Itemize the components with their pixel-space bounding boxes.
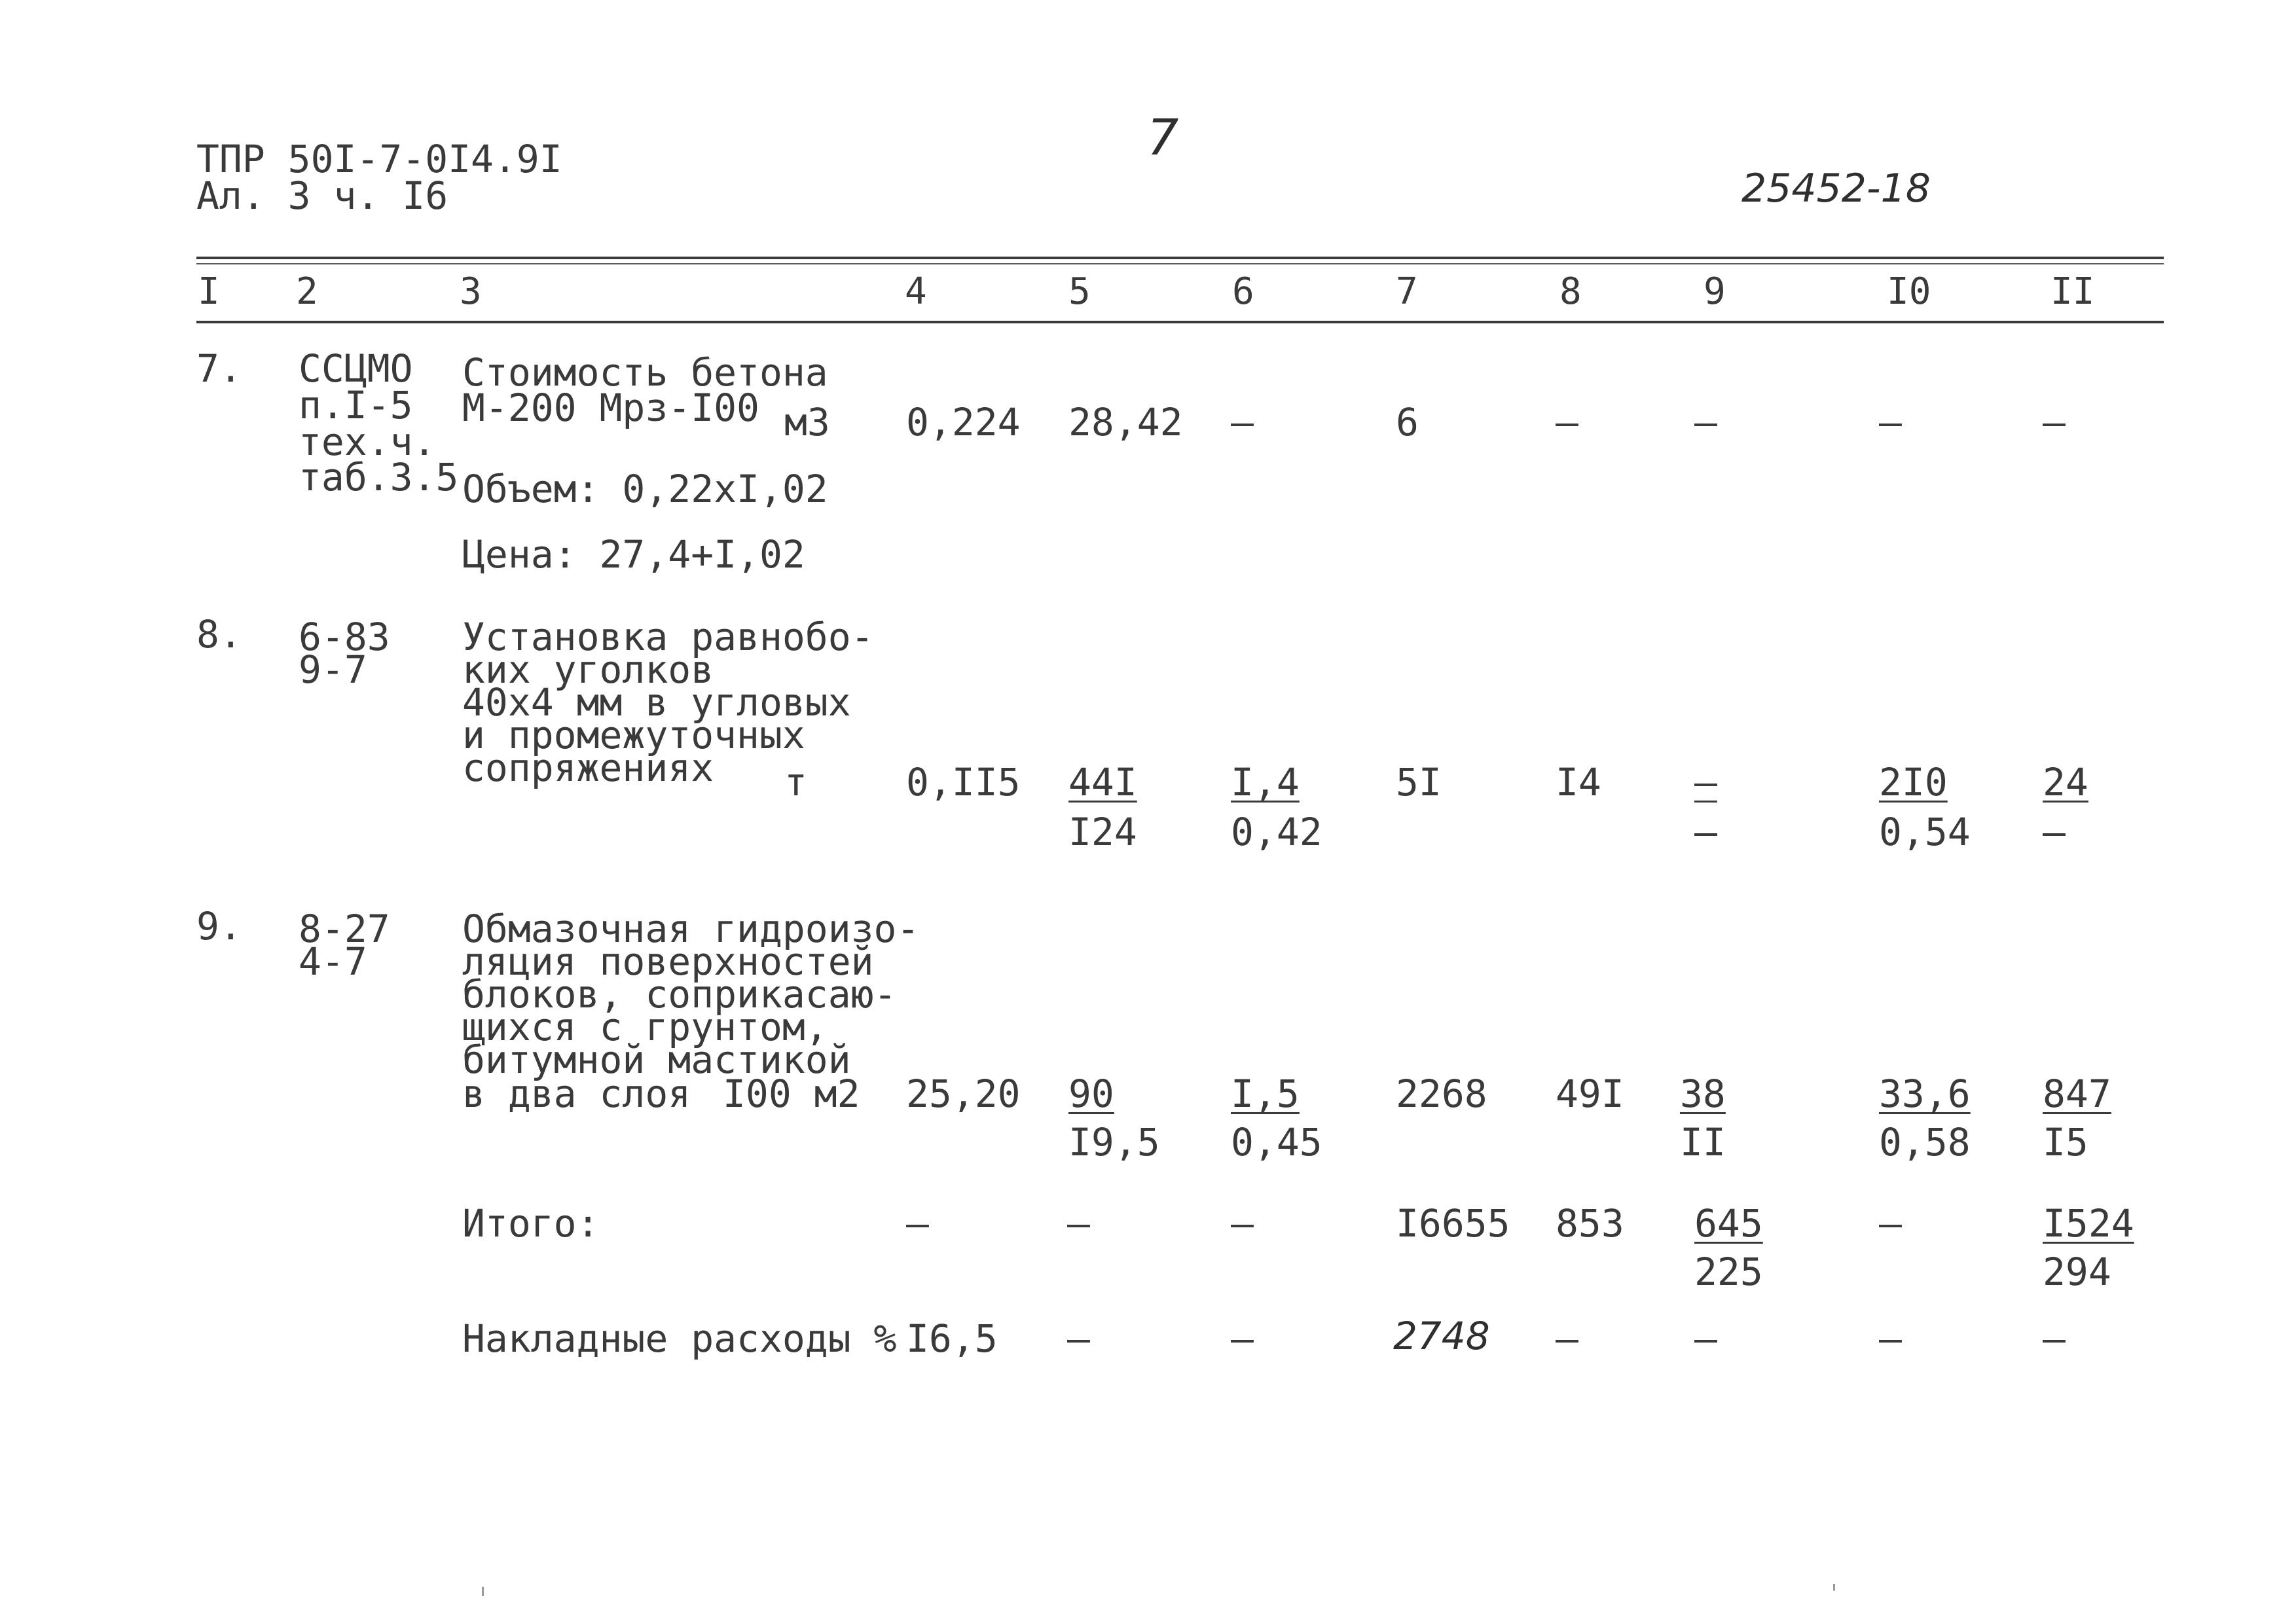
dash-cell: – (1694, 1316, 1717, 1361)
labor-norm-value: I,5 (1231, 1072, 1300, 1116)
dash-cell: – (1556, 1316, 1578, 1361)
wage-value: I4 (1556, 760, 1601, 804)
column-header-5: 5 (1068, 270, 1091, 313)
quantity-value: 0,II5 (906, 760, 1021, 804)
inventory-number: 25452-18 (1741, 166, 1931, 211)
norm-code-line: таб.3.5 (299, 455, 459, 499)
work-description-line: в два слоя (462, 1072, 691, 1116)
row-number: 8. (196, 612, 242, 657)
price-note: Цена: 27,4+I,02 (462, 532, 805, 577)
work-description-line: битумной мастикой (462, 1038, 851, 1082)
dash-cell: – (1556, 400, 1578, 444)
norm-code-line: 9-7 (299, 647, 367, 692)
column-header-10: I0 (1887, 270, 1931, 313)
work-description-line: и промежуточных (462, 713, 805, 757)
dash-cell: – (2043, 400, 2066, 444)
dash-cell: – (1067, 1316, 1090, 1361)
dash-cell: – (1879, 1201, 1902, 1246)
norm-code-line: п.I-5 (299, 383, 413, 427)
total-cost-value: I6655 (1396, 1201, 1510, 1246)
machine-cost-value: 24 (2043, 760, 2088, 804)
unit-wage-value: I24 (1068, 810, 1137, 854)
labor-total-value: 33,6 (1879, 1072, 1971, 1116)
document-part: Ал. 3 ч. I6 (196, 173, 448, 218)
wage-value: 49I (1556, 1072, 1624, 1116)
materials-cost-value: 847 (2043, 1072, 2111, 1116)
volume-note: Объем: 0,22хI,02 (462, 467, 828, 511)
column-header-3: 3 (460, 270, 482, 313)
quantity-value: 0,224 (906, 400, 1021, 444)
dash-cell: – (1231, 1316, 1254, 1361)
dash-cell: – (1694, 400, 1717, 444)
work-description-line: щихся с грунтом, (462, 1005, 828, 1049)
table-top-rule (196, 257, 2164, 259)
norm-code-line: 8-27 (299, 907, 390, 951)
column-header-9: 9 (1704, 270, 1726, 313)
row-number: 7. (196, 346, 242, 391)
overhead-amount: 2748 (1393, 1314, 1490, 1358)
unit-cost-value: 28,42 (1068, 400, 1183, 444)
machine-cost-value: 38 (1680, 1072, 1726, 1116)
unit-cost-value: 44I (1068, 760, 1137, 804)
dash-cell: – (1694, 810, 1717, 854)
column-header-7: 7 (1396, 270, 1418, 313)
dash-cell: – (906, 1201, 929, 1246)
scan-speck (1833, 1584, 1835, 1591)
unit-of-measure: I00 м2 (723, 1072, 860, 1116)
materials-wage-value: I5 (2043, 1120, 2088, 1164)
column-header-8: 8 (1559, 270, 1582, 313)
unit-wage-value: I9,5 (1068, 1120, 1160, 1164)
dash-cell: – (1067, 1201, 1090, 1246)
work-description-line: М-200 Мрз-I00 (462, 386, 759, 430)
document-code: ТПР 50I-7-0I4.9I (196, 137, 562, 181)
dash-cell: – (1879, 1316, 1902, 1361)
page-number: 7 (1147, 108, 1179, 166)
norm-code-line: тех.ч. (299, 420, 436, 464)
unit-of-measure: м3 (784, 400, 830, 444)
machine-labor-value: 0,45 (1231, 1120, 1322, 1164)
work-description-line: ких уголков (462, 647, 714, 692)
table-top-rule-second (196, 263, 2164, 264)
total-cost-value: 6 (1396, 400, 1419, 444)
quantity-value: 25,20 (906, 1072, 1021, 1116)
work-description-line: сопряжениях (462, 746, 714, 790)
unit-of-measure: т (784, 760, 807, 804)
total-cost-value: 5I (1396, 760, 1442, 804)
dash-cell: – (1879, 400, 1902, 444)
unit-cost-value: 90 (1068, 1072, 1114, 1116)
norm-code-line: 4-7 (299, 939, 367, 984)
scan-speck (482, 1587, 484, 1596)
work-description-line: ляция поверхностей (462, 939, 874, 984)
materials-cost-value: I524 (2043, 1201, 2134, 1246)
overhead-percent: I6,5 (906, 1316, 998, 1361)
dash-cell: – (1694, 760, 1717, 804)
labor-norm-value: I,4 (1231, 760, 1300, 804)
column-header-4: 4 (905, 270, 927, 313)
total-label: Итого: (462, 1201, 600, 1246)
dash-cell: – (1231, 1201, 1254, 1246)
work-description-line: блоков, соприкасаю- (462, 972, 897, 1017)
materials-wage-value: 294 (2043, 1250, 2111, 1294)
work-description-line: Установка равнобо- (462, 615, 874, 659)
overhead-label: Накладные расходы % (462, 1316, 897, 1361)
dash-cell: – (2043, 810, 2066, 854)
dash-cell: – (2043, 1316, 2066, 1361)
column-header-2: 2 (296, 270, 318, 313)
machine-wage-value: II (1680, 1120, 1726, 1164)
row-number: 9. (196, 904, 242, 948)
table-header-bottom-rule (196, 321, 2164, 323)
work-description-line: Стоимость бетона (462, 350, 828, 395)
norm-code-line: 6-83 (299, 615, 390, 659)
column-header-1: I (198, 270, 220, 313)
column-header-6: 6 (1232, 270, 1254, 313)
norm-code-line: ССЦМО (299, 346, 413, 391)
column-header-11: II (2050, 270, 2095, 313)
work-description-line: 40х4 мм в угловых (462, 680, 851, 725)
wage-value: 853 (1556, 1201, 1624, 1246)
total-cost-value: 2268 (1396, 1072, 1487, 1116)
labor-total-value: 2I0 (1879, 760, 1948, 804)
dash-cell: – (1231, 400, 1254, 444)
work-description-line: Обмазочная гидроизо- (462, 907, 920, 951)
machine-labor-value: 0,42 (1231, 810, 1322, 854)
machine-cost-value: 645 (1694, 1201, 1763, 1246)
machine-wage-value: 225 (1694, 1250, 1763, 1294)
machine-labor-total-value: 0,58 (1879, 1120, 1971, 1164)
machine-labor-total-value: 0,54 (1879, 810, 1971, 854)
